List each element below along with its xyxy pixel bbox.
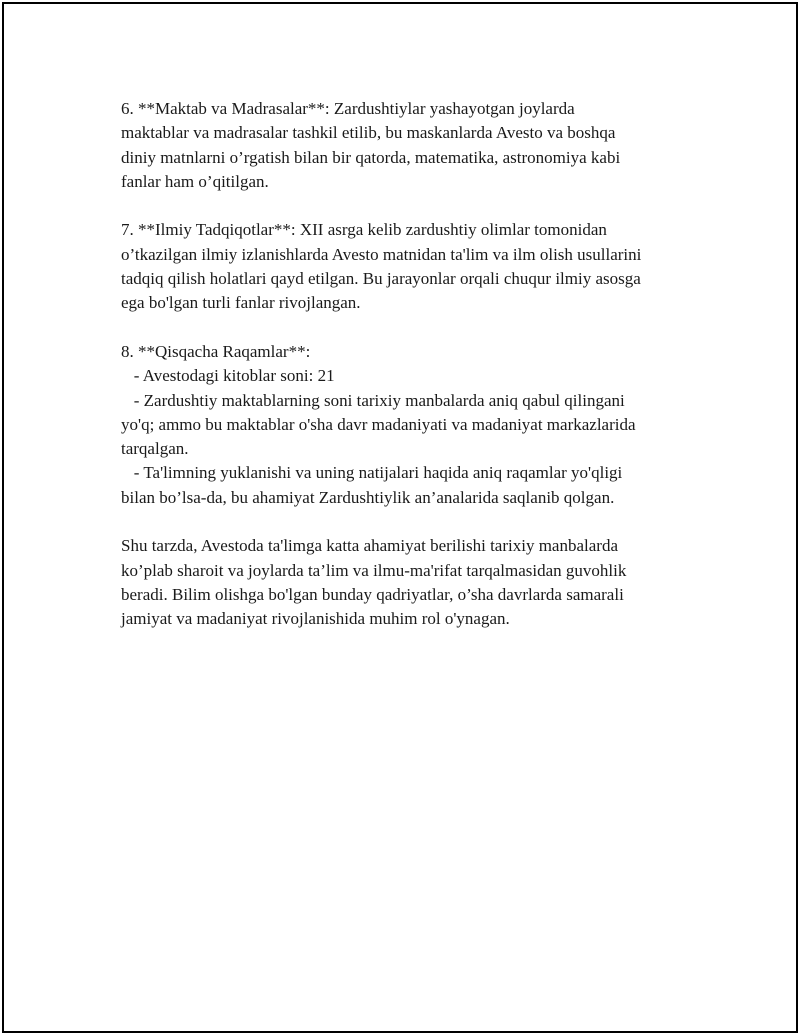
text-line: diniy matnlarni o’rgatish bilan bir qatorda, matematika, astronomiya kabi xyxy=(121,147,621,167)
text-line: tadqiq qilish holatlari qayd etilgan. Bu jarayonlar orqali chuqur ilmiy asosga xyxy=(121,269,641,289)
text-line: ko’plab sharoit va joylarda ta’lim va ilmu-ma'rifat tarqalmasidan guvohlik xyxy=(121,560,627,580)
page-body xyxy=(121,97,721,656)
text-line: yo'q; ammo bu maktablar o'sha davr madaniyati va madaniyat markazlarida xyxy=(121,414,636,434)
text-line: maktablar va madrasalar tashkil etilib, bu maskanlarda Avesto va boshqa xyxy=(121,123,616,143)
text-line: ega bo'lgan turli fanlar rivojlangan. xyxy=(121,293,361,313)
text-line: Shu tarzda, Avestoda ta'limga katta ahamiyat berilishi tarixiy manbalarda xyxy=(121,536,619,556)
page-frame xyxy=(2,2,798,1033)
list-item: - Zardushtiy maktablarning soni tarixiy manbalarda aniq qabul qilingani xyxy=(121,390,625,410)
text-line: 8. **Qisqacha Raqamlar**: xyxy=(121,341,311,361)
section-8-paragraph xyxy=(121,340,721,510)
text-line: o’tkazilgan ilmiy izlanishlarda Avesto matnidan ta'lim va ilm olish usullarini xyxy=(121,244,642,264)
text-line: tarqalgan. xyxy=(121,439,189,459)
text-line: jamiyat va madaniyat rivojlanishida muhim rol o'ynagan. xyxy=(121,609,510,629)
list-item: - Ta'limning yuklanishi va uning natijalari haqida aniq raqamlar yo'qligi xyxy=(121,463,623,483)
conclusion-paragraph xyxy=(121,534,721,631)
text-line: fanlar ham o’qitilgan. xyxy=(121,171,269,191)
text-line: bilan bo’lsa-da, bu ahamiyat Zardushtiylik an’analarida saqlanib qolgan. xyxy=(121,487,615,507)
text-line: 7. **Ilmiy Tadqiqotlar**: XII asrga kelib zardushtiy olimlar tomonidan xyxy=(121,220,607,240)
text-line: beradi. Bilim olishga bo'lgan bunday qadriyatlar, o’sha davrlarda samarali xyxy=(121,584,624,604)
section-7-paragraph xyxy=(121,218,721,315)
list-item: - Avestodagi kitoblar soni: 21 xyxy=(121,366,335,386)
section-6-paragraph xyxy=(121,97,721,194)
text-line: 6. **Maktab va Madrasalar**: Zardushtiylar yashayotgan joylarda xyxy=(121,99,575,118)
